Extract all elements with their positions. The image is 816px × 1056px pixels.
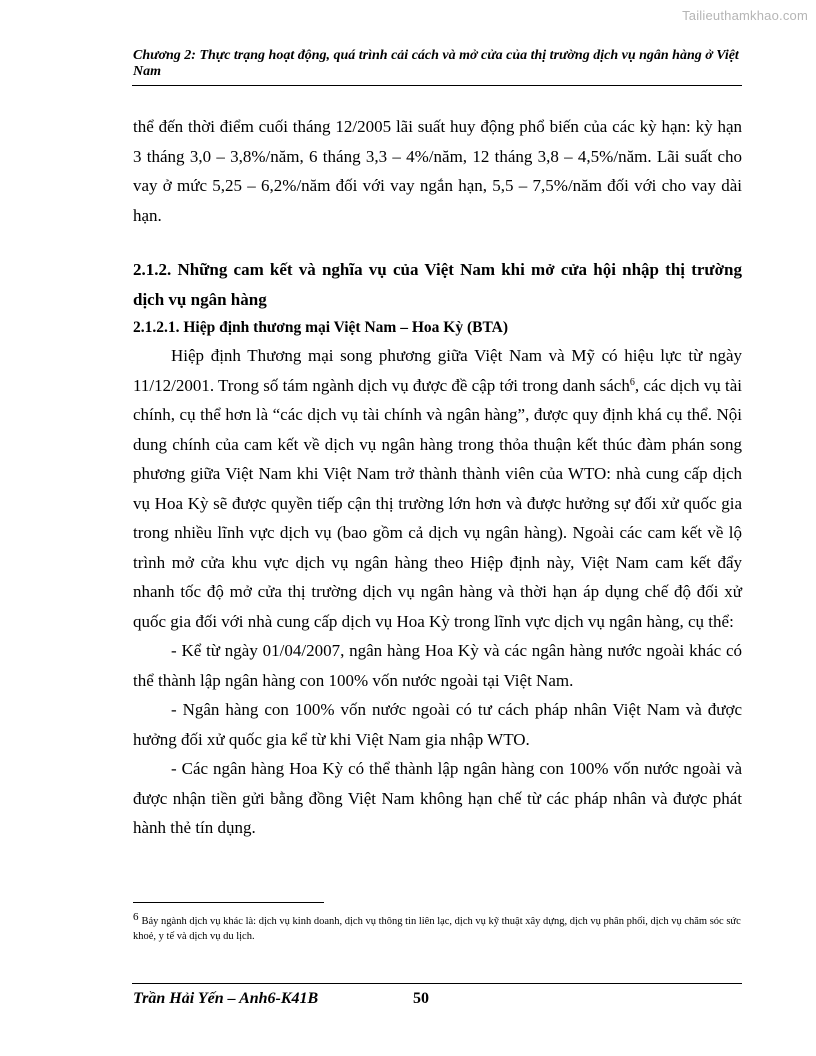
section-title: 2.1.2. Những cam kết và nghĩa vụ của Việt Nam khi mở cửa hội nhập thị trường dịch vụ ngân hàng bbox=[133, 260, 742, 309]
page-body bbox=[133, 112, 742, 843]
bta-paragraph-end: , các dịch vụ tài chính, cụ thể hơn là “các dịch vụ tài chính và ngân hàng”, được quy định khá cụ thể. Nội dung chính của cam kết về dịch vụ ngân hàng trong thỏa thuận kết thúc đàm phán song phương giữa Việt Nam khi Việt Nam trở thành thành viên của WTO: nhà cung cấp dịch vụ Hoa Kỳ sẽ được quyền tiếp cận thị trường lớn hơn và được hưởng sự đối xử quốc gia trong nhiều lĩnh vực dịch vụ (bao gồm cả dịch vụ ngân hàng). Ngoài các cam kết về lộ trình mở cửa khu vực dịch vụ ngân hàng theo Hiệp định này, Việt Nam cam kết đẩy nhanh tốc độ mở cửa thị trường dịch vụ ngân hàng và thời hạn áp dụng chế độ đối xử quốc gia đối với nhà cung cấp dịch vụ Hoa Kỳ trong lĩnh vực dịch vụ ngân hàng, cụ thể: bbox=[133, 375, 742, 631]
footer-divider bbox=[132, 983, 742, 984]
subsection-title: 2.1.2.1. Hiệp định thương mại Việt Nam – Hoa Kỳ (BTA) bbox=[133, 319, 508, 336]
watermark: Tailieuthamkhao.com bbox=[682, 8, 808, 23]
footnote bbox=[133, 910, 743, 944]
intro-paragraph: thể đến thời điểm cuối tháng 12/2005 lãi suất huy động phổ biến của các kỳ hạn: kỳ hạn 3 tháng 3,0 – 3,8%/năm, 6 tháng 3,3 – 4%/năm, 12 tháng 3,8 – 4,5%/năm. Lãi suất cho vay ở mức 5,25 – 6,2%/năm đối với vay ngắn hạn, 5,5 – 7,5%/năm đối với cho vay dài hạn. bbox=[133, 117, 742, 225]
header-divider bbox=[132, 85, 742, 86]
chapter-header: Chương 2: Thực trạng hoạt động, quá trình cải cách và mở cửa của thị trường dịch vụ ngân hàng ở Việt Nam bbox=[133, 48, 739, 79]
bta-paragraph bbox=[133, 341, 742, 636]
footnote-number: 6 bbox=[133, 911, 139, 923]
footnote-text: Bảy ngành dịch vụ khác là: dịch vụ kinh doanh, dịch vụ thông tin liên lạc, dịch vụ kỹ thuật xây dựng, dịch vụ phân phối, dịch vụ chăm sóc sức khoẻ, y tế và dịch vụ du lịch. bbox=[133, 916, 741, 942]
commitment-item: - Ngân hàng con 100% vốn nước ngoài có tư cách pháp nhân Việt Nam và được hưởng đối xử quốc gia kể từ khi Việt Nam gia nhập WTO. bbox=[133, 700, 742, 749]
bta-paragraph-start: Hiệp định Thương mại song phương giữa Việt Nam và Mỹ có hiệu lực từ ngày 11/12/2001. Trong số tám ngành dịch vụ được đề cập tới trong danh sách bbox=[133, 346, 742, 395]
footer-author: Trần Hải Yến – Anh6-K41B bbox=[133, 990, 319, 1007]
footnote-reference: 6 bbox=[629, 376, 635, 388]
page-number: 50 bbox=[413, 990, 429, 1007]
commitment-item: - Kể từ ngày 01/04/2007, ngân hàng Hoa Kỳ và các ngân hàng nước ngoài khác có thể thành lập ngân hàng con 100% vốn nước ngoài tại Việt Nam. bbox=[133, 641, 742, 690]
footnote-divider bbox=[133, 902, 324, 903]
commitment-item: - Các ngân hàng Hoa Kỳ có thể thành lập ngân hàng con 100% vốn nước ngoài và được nhận tiền gửi bằng đồng Việt Nam không hạn chế từ các pháp nhân và được phát hành thẻ tín dụng. bbox=[133, 759, 742, 837]
